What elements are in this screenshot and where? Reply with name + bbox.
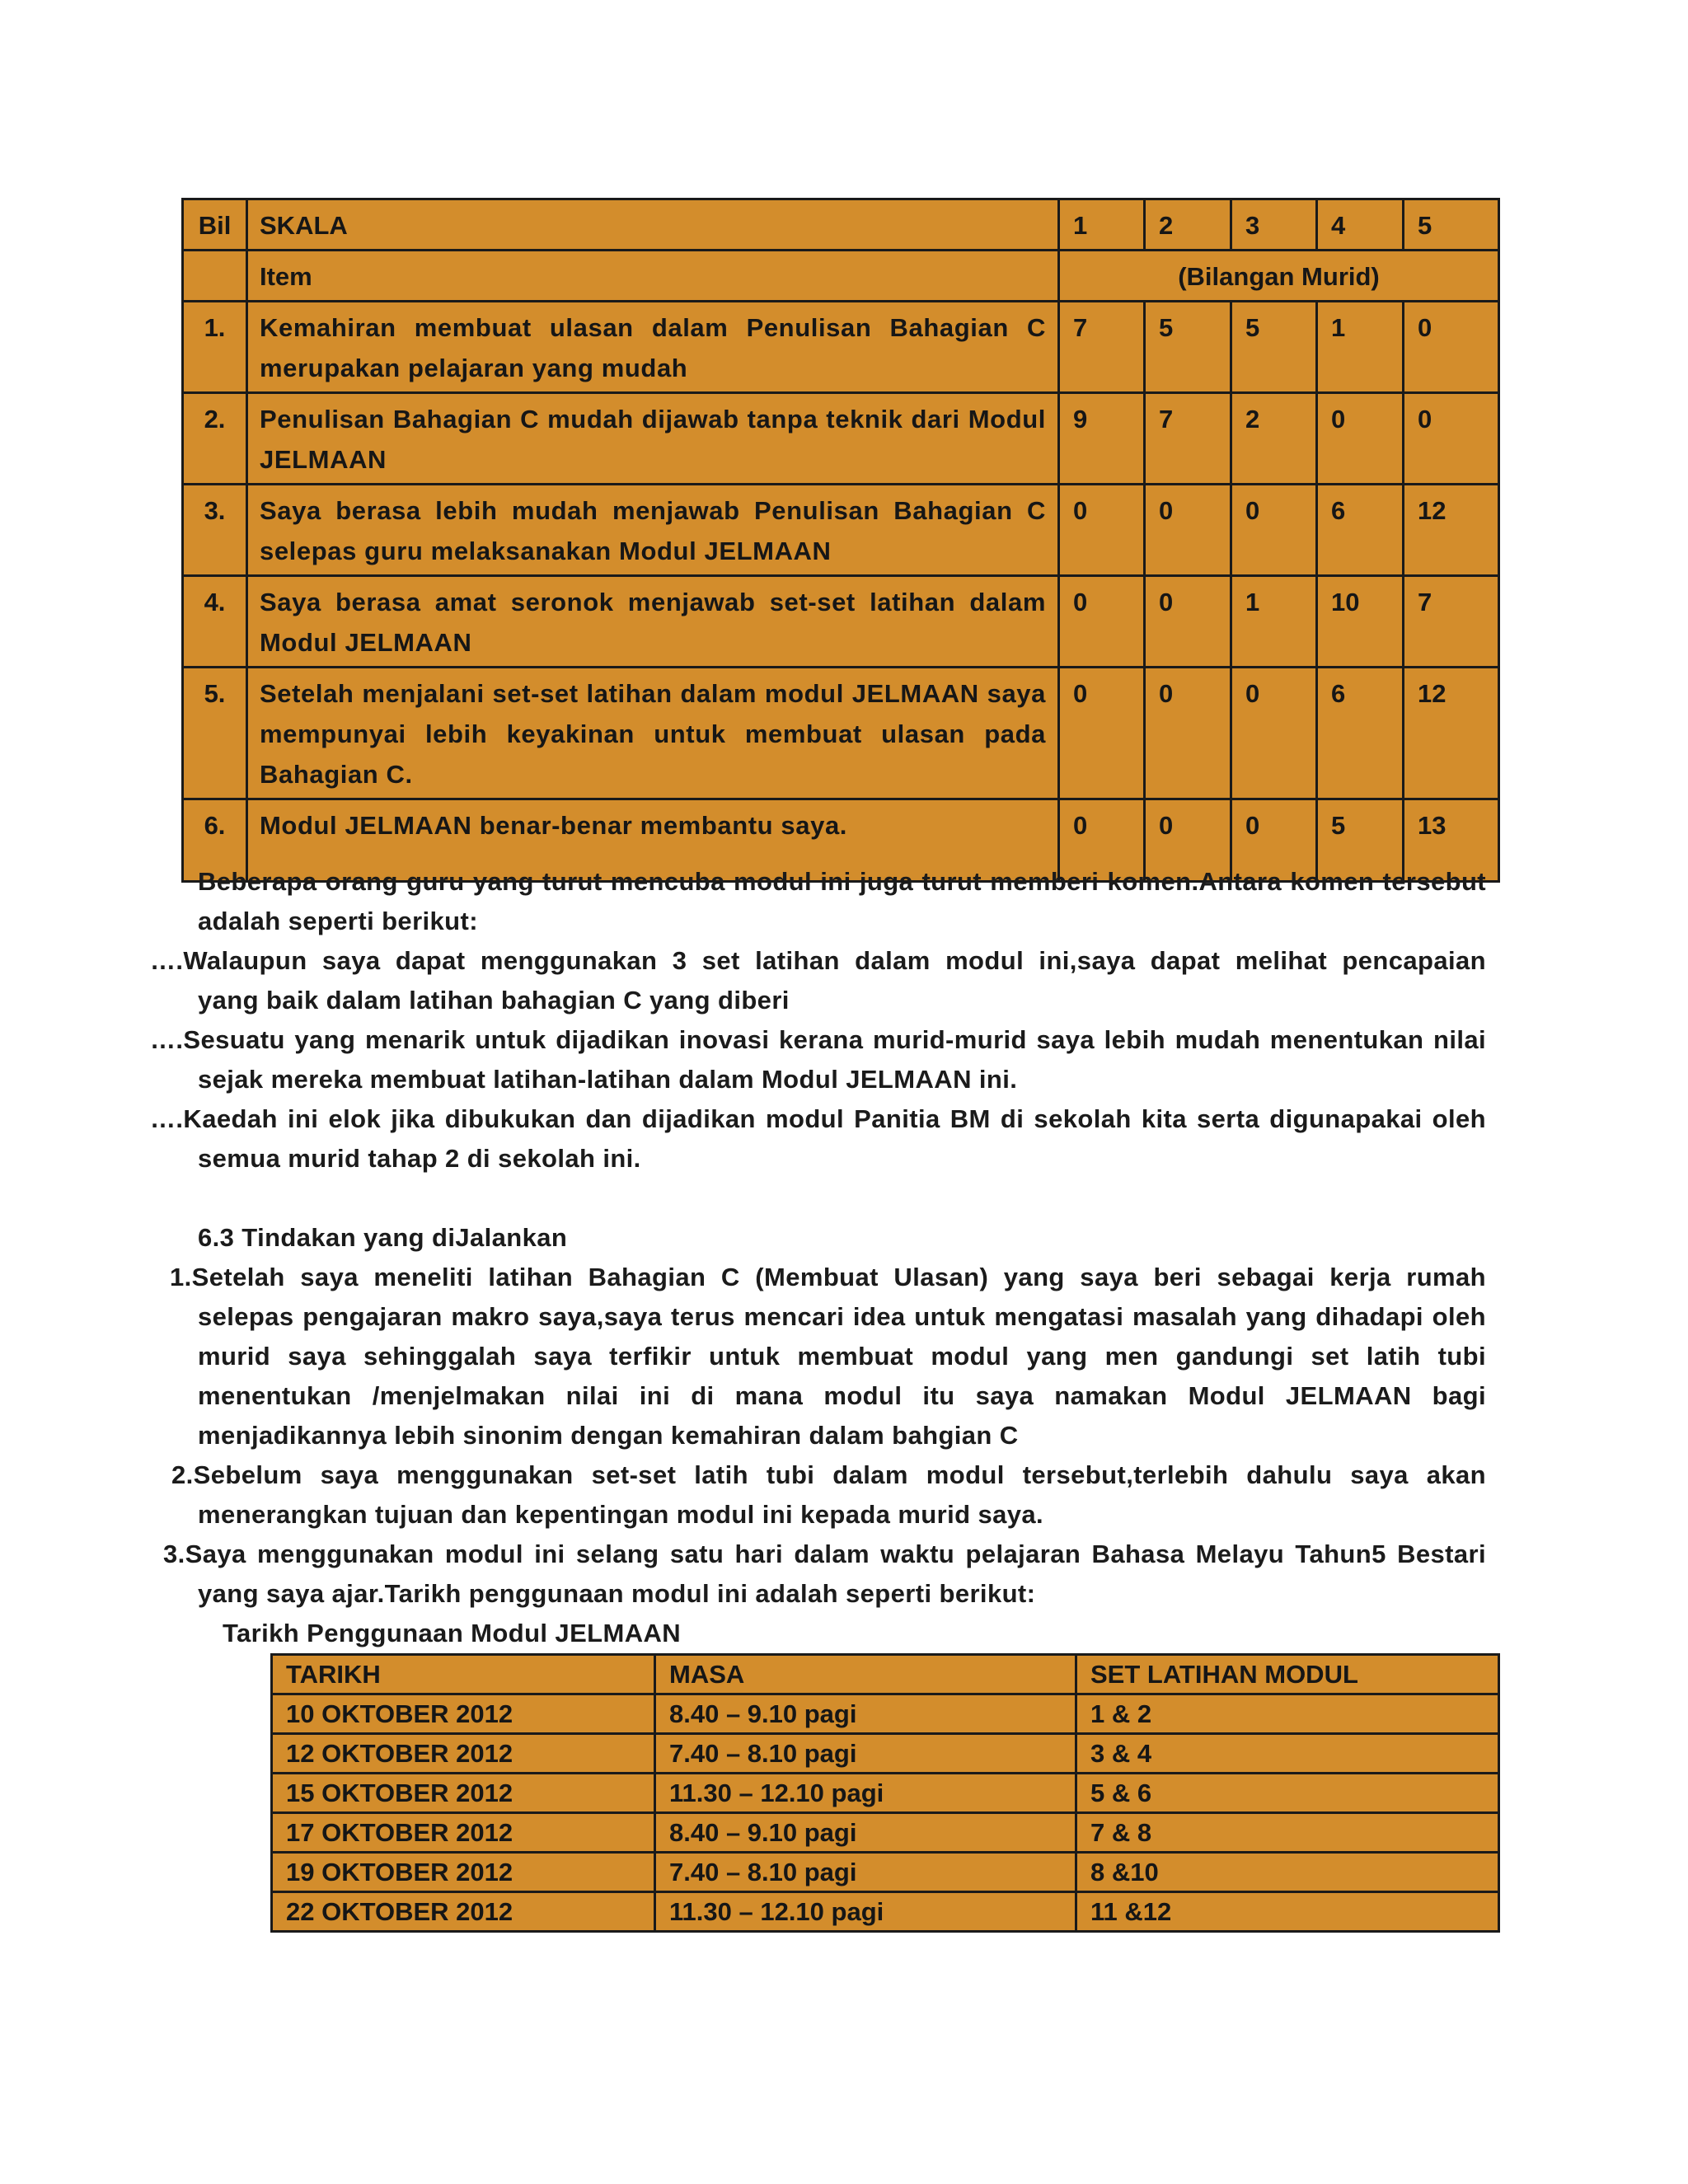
row-value: 12: [1404, 668, 1499, 799]
row-value: 0: [1059, 799, 1145, 882]
row-value: 0: [1231, 668, 1317, 799]
table-row: [183, 393, 1499, 485]
row-value: 12: [1404, 485, 1499, 576]
row-value: 0: [1145, 576, 1231, 668]
cell-masa: 8.40 – 9.10 pagi: [655, 1813, 1076, 1853]
header-set-latihan: SET LATIHAN MODUL: [1076, 1655, 1499, 1694]
row-value: 0: [1145, 799, 1231, 882]
comment-1-line1: ….Walaupun saya dapat menggunakan 3 set latihan dalam modul ini,saya dapat melihat pencapaian: [150, 946, 1486, 975]
row-value: 0: [1145, 668, 1231, 799]
row-value: 0: [1059, 576, 1145, 668]
table-row: [183, 302, 1499, 393]
comments-intro-line1: Beberapa orang guru yang turut mencuba modul ini juga turut memberi komen.Antara komen tersebut: [198, 867, 1486, 896]
row-value: 0: [1317, 393, 1404, 485]
header-bil: Bil: [183, 199, 247, 251]
cell-tarikh: 22 OKTOBER 2012: [272, 1892, 655, 1932]
cell-masa: 11.30 – 12.10 pagi: [655, 1892, 1076, 1932]
row-value: 0: [1231, 485, 1317, 576]
row-item: Modul JELMAAN benar-benar membantu saya.: [247, 799, 1059, 882]
cell-set: 11 &12: [1076, 1892, 1499, 1932]
cell-set: 3 & 4: [1076, 1734, 1499, 1774]
row-item: Penulisan Bahagian C mudah dijawab tanpa teknik dari Modul JELMAAN: [247, 393, 1059, 485]
cell-tarikh: 15 OKTOBER 2012: [272, 1774, 655, 1813]
row-value: 0: [1231, 799, 1317, 882]
point1-line3: murid saya sehinggalah saya terfikir untuk membuat modul yang men gandungi set latih tubi: [198, 1342, 1486, 1371]
survey-table: [181, 198, 1500, 883]
cell-tarikh: 19 OKTOBER 2012: [272, 1853, 655, 1892]
section-heading: 6.3 Tindakan yang diJalankan: [198, 1223, 568, 1252]
table-row: [272, 1892, 1499, 1932]
table-row: [272, 1734, 1499, 1774]
survey-header-row: [183, 199, 1499, 251]
row-value: 7: [1404, 576, 1499, 668]
point1-line1: 1.Setelah saya meneliti latihan Bahagian C (Membuat Ulasan) yang saya beri sebagai kerja rumah: [170, 1263, 1486, 1291]
cell-masa: 7.40 – 8.10 pagi: [655, 1853, 1076, 1892]
table-row: [272, 1853, 1499, 1892]
cell-masa: 7.40 – 8.10 pagi: [655, 1734, 1076, 1774]
row-value: 7: [1145, 393, 1231, 485]
table-row: [272, 1694, 1499, 1734]
header-scale-4: 4: [1317, 199, 1404, 251]
survey-subheader-row: [183, 251, 1499, 302]
row-value: 5: [1317, 799, 1404, 882]
point3-line2: yang saya ajar.Tarikh penggunaan modul ini adalah seperti berikut:: [198, 1579, 1036, 1608]
row-value: 7: [1059, 302, 1145, 393]
row-value: 1: [1231, 576, 1317, 668]
cell-set: 1 & 2: [1076, 1694, 1499, 1734]
row-value: 6: [1317, 485, 1404, 576]
header-scale-5: 5: [1404, 199, 1499, 251]
cell-set: 8 &10: [1076, 1853, 1499, 1892]
row-value: 10: [1317, 576, 1404, 668]
row-bil: 2.: [183, 393, 247, 485]
point3-line1: 3.Saya menggunakan modul ini selang satu hari dalam waktu pelajaran Bahasa Melayu Tahun5 Bestari: [163, 1540, 1486, 1568]
cell-tarikh: 12 OKTOBER 2012: [272, 1734, 655, 1774]
comment-3-line1: ….Kaedah ini elok jika dibukukan dan dijadikan modul Panitia BM di sekolah kita serta digunapakai oleh: [150, 1104, 1486, 1133]
header-tarikh: TARIKH: [272, 1655, 655, 1694]
row-item: Saya berasa lebih mudah menjawab Penulisan Bahagian C selepas guru melaksanakan Modul JELMAAN: [247, 485, 1059, 576]
comment-1-line2: yang baik dalam latihan bahagian C yang diberi: [198, 986, 790, 1015]
row-bil: 4.: [183, 576, 247, 668]
row-item: Setelah menjalani set-set latihan dalam modul JELMAAN saya mempunyai lebih keyakinan untuk membuat ulasan pada Bahagian C.: [247, 668, 1059, 799]
table-row: [183, 485, 1499, 576]
row-value: 2: [1231, 393, 1317, 485]
cell-tarikh: 17 OKTOBER 2012: [272, 1813, 655, 1853]
subheader-item: Item: [247, 251, 1059, 302]
point2-line2: menerangkan tujuan dan kepentingan modul ini kepada murid saya.: [198, 1500, 1044, 1529]
header-masa: MASA: [655, 1655, 1076, 1694]
cell-tarikh: 10 OKTOBER 2012: [272, 1694, 655, 1734]
row-value: 6: [1317, 668, 1404, 799]
table-row: [272, 1774, 1499, 1813]
comment-3-line2: semua murid tahap 2 di sekolah ini.: [198, 1144, 641, 1173]
row-value: 5: [1231, 302, 1317, 393]
row-item: Kemahiran membuat ulasan dalam Penulisan Bahagian C merupakan pelajaran yang mudah: [247, 302, 1059, 393]
row-value: 0: [1404, 302, 1499, 393]
row-value: 0: [1404, 393, 1499, 485]
row-item: Saya berasa amat seronok menjawab set-set latihan dalam Modul JELMAAN: [247, 576, 1059, 668]
point1-line2: selepas pengajaran makro saya,saya terus mencari idea untuk mengatasi masalah yang dihadapi oleh: [198, 1302, 1486, 1331]
point2-line1: 2.Sebelum saya menggunakan set-set latih tubi dalam modul tersebut,terlebih dahulu saya akan: [171, 1460, 1486, 1489]
subheader-blank: [183, 251, 247, 302]
cell-masa: 8.40 – 9.10 pagi: [655, 1694, 1076, 1734]
comments-intro-line2: adalah seperti berikut:: [198, 907, 478, 935]
schedule-header-row: [272, 1655, 1499, 1694]
table-row: [183, 576, 1499, 668]
row-value: 0: [1059, 668, 1145, 799]
table-row: [272, 1813, 1499, 1853]
row-value: 9: [1059, 393, 1145, 485]
row-bil: 5.: [183, 668, 247, 799]
cell-set: 5 & 6: [1076, 1774, 1499, 1813]
point1-line5: menjadikannya lebih sinonim dengan kemahiran dalam bahgian C: [198, 1421, 1019, 1450]
schedule-table: [270, 1653, 1500, 1933]
schedule-caption: Tarikh Penggunaan Modul JELMAAN: [223, 1619, 682, 1647]
header-skala: SKALA: [247, 199, 1059, 251]
point1-line4: menentukan /menjelmakan nilai ini di mana modul itu saya namakan Modul JELMAAN bagi: [198, 1381, 1486, 1410]
row-value: 0: [1059, 485, 1145, 576]
table-row: [183, 668, 1499, 799]
comment-2-line1: ….Sesuatu yang menarik untuk dijadikan inovasi kerana murid-murid saya lebih mudah menentukan nilai: [150, 1025, 1486, 1054]
row-bil: 6.: [183, 799, 247, 882]
comment-2-line2: sejak mereka membuat latihan-latihan dalam Modul JELMAAN ini.: [198, 1065, 1018, 1094]
row-bil: 3.: [183, 485, 247, 576]
row-value: 13: [1404, 799, 1499, 882]
subheader-bilangan: (Bilangan Murid): [1059, 251, 1499, 302]
row-value: 5: [1145, 302, 1231, 393]
row-bil: 1.: [183, 302, 247, 393]
cell-set: 7 & 8: [1076, 1813, 1499, 1853]
header-scale-3: 3: [1231, 199, 1317, 251]
row-value: 0: [1145, 485, 1231, 576]
header-scale-1: 1: [1059, 199, 1145, 251]
row-value: 1: [1317, 302, 1404, 393]
header-scale-2: 2: [1145, 199, 1231, 251]
cell-masa: 11.30 – 12.10 pagi: [655, 1774, 1076, 1813]
